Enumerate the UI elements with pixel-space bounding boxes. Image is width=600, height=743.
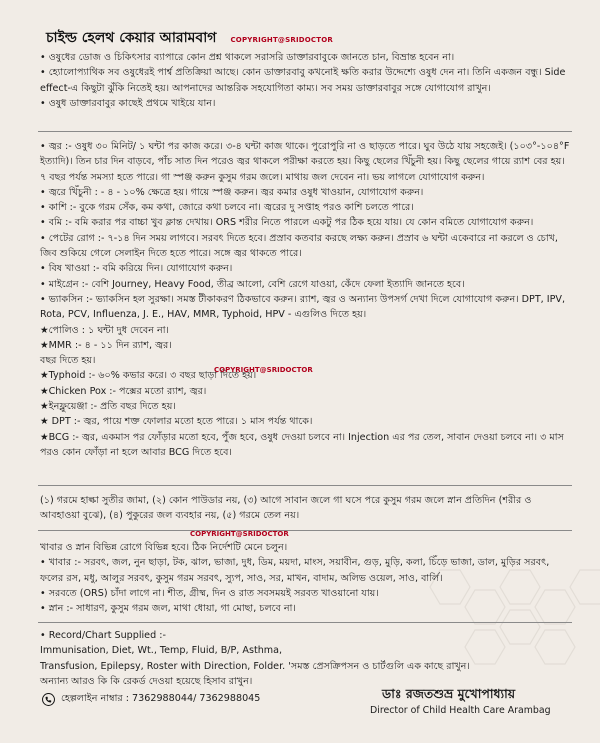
- copyright-watermark: COPYRIGHT@SRIDOCTOR: [190, 530, 289, 538]
- hygiene-section: [40, 493, 570, 524]
- copyright-label: COPYRIGHT@SRIDOCTOR: [230, 36, 333, 44]
- guidance-item: • মাইগ্রেন :- বেশি Journey, Heavy Food, তীব্র আলো, বেশি রেগে যাওয়া, কেঁদে ফেলা ইত্যাদি জানতে হবে।: [40, 278, 465, 290]
- diet-item: খাবার ও স্নান বিভিন্ন রোগে বিভিন্ন হবে। ঠিক নির্দেশটি মেনে চলুন।: [40, 542, 288, 553]
- guidance-item: • বিষ খাওয়া :- বমি করিয়ে দিন। যোগাযোগ করুন।: [40, 263, 233, 275]
- vaccine-item: ★Chicken Pox :- পক্সের মতো র‍্যাশ, জ্বর।: [40, 385, 207, 397]
- divider: [38, 131, 572, 132]
- vaccine-item: ★ DPT :- জ্বর, পায়ে শক্ত ফোলার মতো হতে পারে। ১ মাস পর্যন্ত থাকে।: [40, 416, 313, 428]
- guidance-item: • জ্বর :- ওষুধ ৩০ মিনিট/ ১ ঘন্টা পর কাজ করে। ৩-৪ ঘন্টা কাজ থাকে। পুরোপুরি না ও ছাড়তে পারে। ঘুব উঠে যায় সহজেই। (১০৩°-১০৪°F ইত্যাদি)। তিন চার দিন বাড়বে, পাঁচ সাত দিন পরেও জ্বর থাকলে পরীক্ষা করতে হয়। কিছু ছেলের খিঁচুনী হয়। কিছু ছেলের গায়ে র‍্যাশ বের হয়। ৭ বছর পর্যন্ত সমস্যা হতে পারে। গা স্পঞ্জ করুন কুসুম গরম জলে। মাথায় জল দেবেন না। ভয় লাগলে যোগাযোগ করুন।: [40, 141, 570, 183]
- header: [46, 26, 333, 50]
- diet-item: • সরবতে (ORS) চাঁদা লাগে না। শীত, গ্রীষ্ম, দিন ও রাত সবসময়ই সরবত খাওয়ানো যায়।: [40, 587, 379, 599]
- divider: [38, 485, 572, 486]
- illness-guidance-section: [40, 139, 570, 460]
- advice-item: • হ্যোলোপ্যাথিক সব ওষুধেরই পার্শ্ব প্রতিক্রিয়া আছে। কোন ডাক্তারবাবু কখনোই ক্ষতি করার উদ্দেশ্যে ওষুধ দেন না। তিনি একজন বন্ধু। Side effect-এ কিছুটা ঝুঁকি নিতেই হয়। আপনাদের আন্তরিক সহযোগিতা কাম্য। সব সময় ডাক্তারবাবুর সঙ্গে যোগাযোগ রাখুন।: [40, 67, 566, 94]
- advice-item: • ওষুধের ডোজ ও চিকিৎসার ব্যাপারে কোন প্রশ্ন থাকলে সরাসরি ডাক্তারবাবুকে জানতে চান, বিভ্রান্ত হবেন না।: [40, 52, 455, 63]
- records-item: • Record/Chart Supplied :-: [40, 630, 166, 641]
- guidance-item: • জ্বরে খিঁচুনী : - ৪ - ১০% ক্ষেত্রে হয়। গায়ে স্পঞ্জ করুন। জ্বর কমার ওষুধ খাওয়ান, যোগাযোগ করুন।: [40, 186, 424, 198]
- vaccine-item: ★Typhoid :- ৬০% কভার করে। ৩ বছর ছাড়া দিতে হয়।: [40, 370, 257, 382]
- guidance-item: • পেটের রোগ :- ৭-১৪ দিন সময় লাগবে। সরবৎ দিতে হবে। প্রস্রাব কতবার করছে লক্ষ্য করুন। প্রস্রাব ৬ ঘন্টা একেবারে না করলে ও চোখ, জিব শুকিয়ে গেলে সেলাইন দিতে হতে পারে। সঙ্গে জ্বর থাকতে পারে।: [40, 232, 558, 260]
- page-title: চাইল্ড হেলথ কেয়ার আরামবাগ: [46, 30, 217, 46]
- hygiene-item: (১) গরমে হাল্কা সুতীর জামা, (২) কোন পাউডার নয়, (৩) আগে সাবান জলে গা ঘসে পরে কুসুম গরম জলে স্নান প্রতিদিন (শরীর ও আবহাওয়া বুঝে), (৪) পুকুরের জল ব্যবহার নয়, (৫) গরমে তেল নয়।: [40, 495, 532, 522]
- doctor-name: ডাঃ রজতশুভ্র মুখোপাধ্যায়: [382, 686, 516, 701]
- guidance-item: • ভ্যাকসিন :- ভ্যাকসিন হল সুরক্ষা। সমস্ত টীকাকরণ ঠিকভাবে করুন। র‍্যাশ, জ্বর ও অন্যান্য উপসর্গ দেখা দিলে যোগাযোগ করুন। DPT, IPV, Rota, PCV, Influenza, J. E., HAV, MMR, Typhoid, HPV - এগুলিও দিতে হয়।: [40, 293, 566, 321]
- general-advice-section: [40, 50, 570, 111]
- diet-item: • খাবার :- সরবৎ, জল, নুন ছাড়া, টক, ঝাল, ভাজা, দুধ, ডিম, ময়দা, মাংস, সয়াবীন, গুড়, মুড়ি, কলা, চিঁড়ে ভাজা, ডাল, মুড়ির সরবৎ, ফলের রস, মধু, আলুর সরবৎ, কুসুম গরম সরবৎ, স্যুপ, সাও, সর, মাখন, বাদাম, অলিভ ওয়েল, সাও, বার্লি।: [40, 557, 550, 584]
- records-section: [40, 628, 570, 689]
- records-item: অন্যান্য আরও কি কি রেকর্ড দেওয়া হয়েছে হিসাব রাখুন।: [40, 675, 253, 687]
- advice-item: • ওষুধ ডাক্তারবাবুর কাছেই প্রথমে খাইয়ে যান।: [40, 97, 216, 109]
- helpline: [42, 692, 260, 707]
- helpline-number: হেল্পলাইন নাম্বার : 7362988044/ 7362988045: [61, 693, 261, 704]
- records-item: Transfusion, Epilepsy, Roster with Direction, Folder. 'সমস্ত প্রেসক্রিপসন ও চার্টগুলি এক কাছে রাখুন।: [40, 660, 470, 672]
- divider: [38, 622, 572, 623]
- vaccine-item: ★ইনফ্লুয়েঞ্জা :- প্রতি বছর দিতে হয়।: [40, 401, 176, 413]
- vaccine-item: ★BCG :- জ্বর, একমাস পর ফোঁড়ার মতো হবে, পুঁজ হবে, ওষুধ দেওয়া চলবে না। Injection এর পর তেল, সাবান দেওয়া চলবে না। ৩ মাস পরও কোন ফোঁড়া না হলে আবার BCG দিতে হবে।: [40, 431, 564, 458]
- copyright-watermark: COPYRIGHT@SRIDOCTOR: [214, 366, 313, 374]
- doctor-title: Director of Child Health Care Arambag: [370, 705, 551, 716]
- diet-item: • স্নান :- সাধারণ, কুসুম গরম জল, মাথা ধোয়া, গা মোছা, চলবে না।: [40, 603, 296, 615]
- divider: [38, 530, 572, 531]
- guidance-item: • বমি :- বমি করার পর বাচ্চা খুব ক্লান্ত দেখায়। ORS শরীর নিতে পারলে একটু পর ঠিক হয়ে যায়। যে কোন বমিতে যোগাযোগ করুন।: [40, 217, 534, 229]
- vaccine-item: ★পোলিও : ১ ঘন্টা দুধ দেবেন না।: [40, 324, 169, 336]
- vaccine-item: বছর দিতে হয়।: [40, 355, 96, 367]
- records-item: Immunisation, Diet, Wt., Temp, Fluid, B/P, Asthma,: [40, 645, 283, 657]
- phone-icon: [42, 693, 55, 706]
- guidance-item: • কাশি :- বুকে গরম সেঁক, কম কথা, জোরে কথা চলবে না। জ্বরের দু সপ্তাহ পরও কাশি চলতে পারে।: [40, 202, 414, 214]
- diet-section: [40, 540, 570, 616]
- vaccine-item: ★MMR :- ৪ - ১১ দিন র‍্যাশ, জ্বর।: [40, 339, 172, 351]
